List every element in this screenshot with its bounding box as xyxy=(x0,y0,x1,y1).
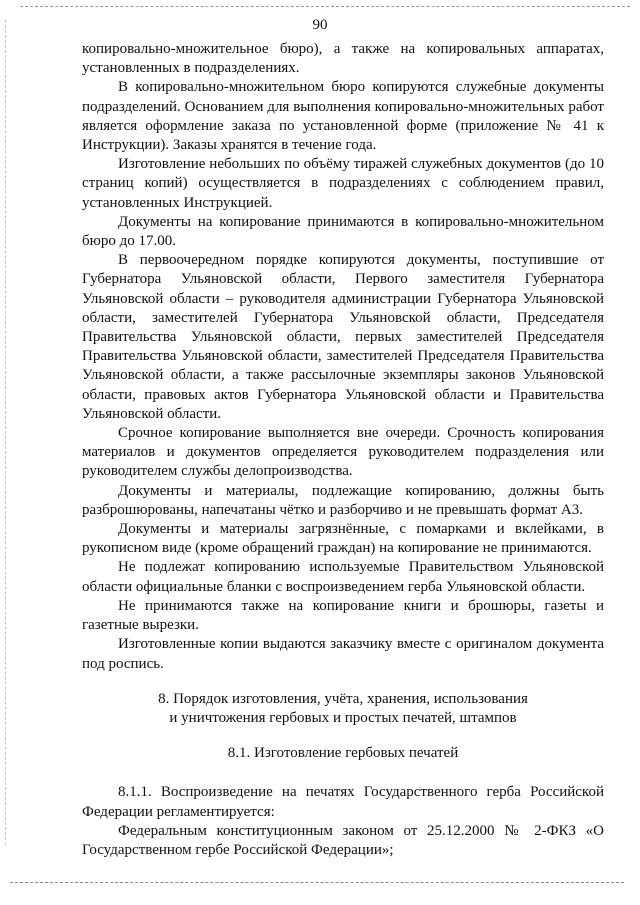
paragraph-not-accepted: Документы и материалы загрязнённые, с помарками и вклейками, в рукописном виде (кроме обращений граждан) на копирование не принимаются. xyxy=(82,521,604,557)
subsection-heading: 8.1. Изготовление гербовых печатей xyxy=(227,745,459,762)
paragraph-small-runs: Изготовление небольших по объёму тиражей служебных документов (до 10 страниц копий) осуществляется в подразделениях с соблюдением правил, установленных Инструкцией. xyxy=(82,156,604,211)
paragraph-copy-bureau: В копировально-множительном бюро копируются служебные документы подразделений. Основанием для выполнения копировально-множительных работ является оформление заказа по установленной форме (приложение № 41 к Инструкции). Заказы хранятся в течение года. xyxy=(82,79,604,154)
page-number: 90 xyxy=(312,17,328,33)
paragraph-urgent-copying: Срочное копирование выполняется вне очереди. Срочность копирования материалов и документов определяется руководителем подразделения или руководителем службы делопроизводства. xyxy=(82,425,604,480)
paragraph-continuation: копировально-множительное бюро), а также на копировальных аппаратах, установленных в подразделениях. xyxy=(82,41,604,77)
section-heading-line-2: и уничтожения гербовых и простых печатей, штампов xyxy=(169,709,517,726)
paragraph-official-blanks: Не подлежат копированию используемые Правительством Ульяновской области официальные бланки с воспроизведением герба Ульяновской области. xyxy=(82,559,604,595)
clause-federal-law: Федеральным конституционным законом от 25.12.2000 № 2-ФКЗ «О Государственном гербе Российской Федерации»; xyxy=(82,822,604,858)
paragraph-books-newspapers: Не принимаются также на копирование книги и брошюры, газеты и газетные вырезки. xyxy=(82,597,604,634)
paragraph-format-requirements: Документы и материалы, подлежащие копированию, должны быть разброшюрованы, напечатаны чётко и разборчиво и не превышать формат А3. xyxy=(82,482,604,518)
paragraph-copies-issued: Изготовленные копии выдаются заказчику вместе с оригиналом документа под роспись. xyxy=(82,636,604,672)
section-heading-line-1: 8. Порядок изготовления, учёта, хранения, использования xyxy=(158,690,528,707)
document-body xyxy=(82,40,604,860)
paragraph-acceptance-time: Документы на копирование принимаются в копировально-множительном бюро до 17.00. xyxy=(82,213,604,250)
scan-bottom-edge xyxy=(10,882,624,883)
section-heading xyxy=(82,690,604,728)
paragraph-priority-copying: В первоочередном порядке копируются документы, поступившие от Губернатора Ульяновской области, Первого заместителя Губернатора Ульяновской области – руководителя администрации Губернатора Ульяновской области, заместителей Губернатора Ульяновской области, Председателя Правительства Ульяновской области, первых заместителей Председателя Правительства Ульяновской области, заместителей Председателя Правительства Ульяновской области, а также рассылочные экземпляры законов Ульяновской области, правовых актов Губернатора Ульяновской области и Правительства Ульяновской области. xyxy=(82,252,604,422)
scan-left-edge xyxy=(5,20,6,845)
scan-top-edge xyxy=(20,6,630,7)
clause-8-1-1: 8.1.1. Воспроизведение на печатях Государственного герба Российской Федерации регламентируется: xyxy=(82,784,604,820)
